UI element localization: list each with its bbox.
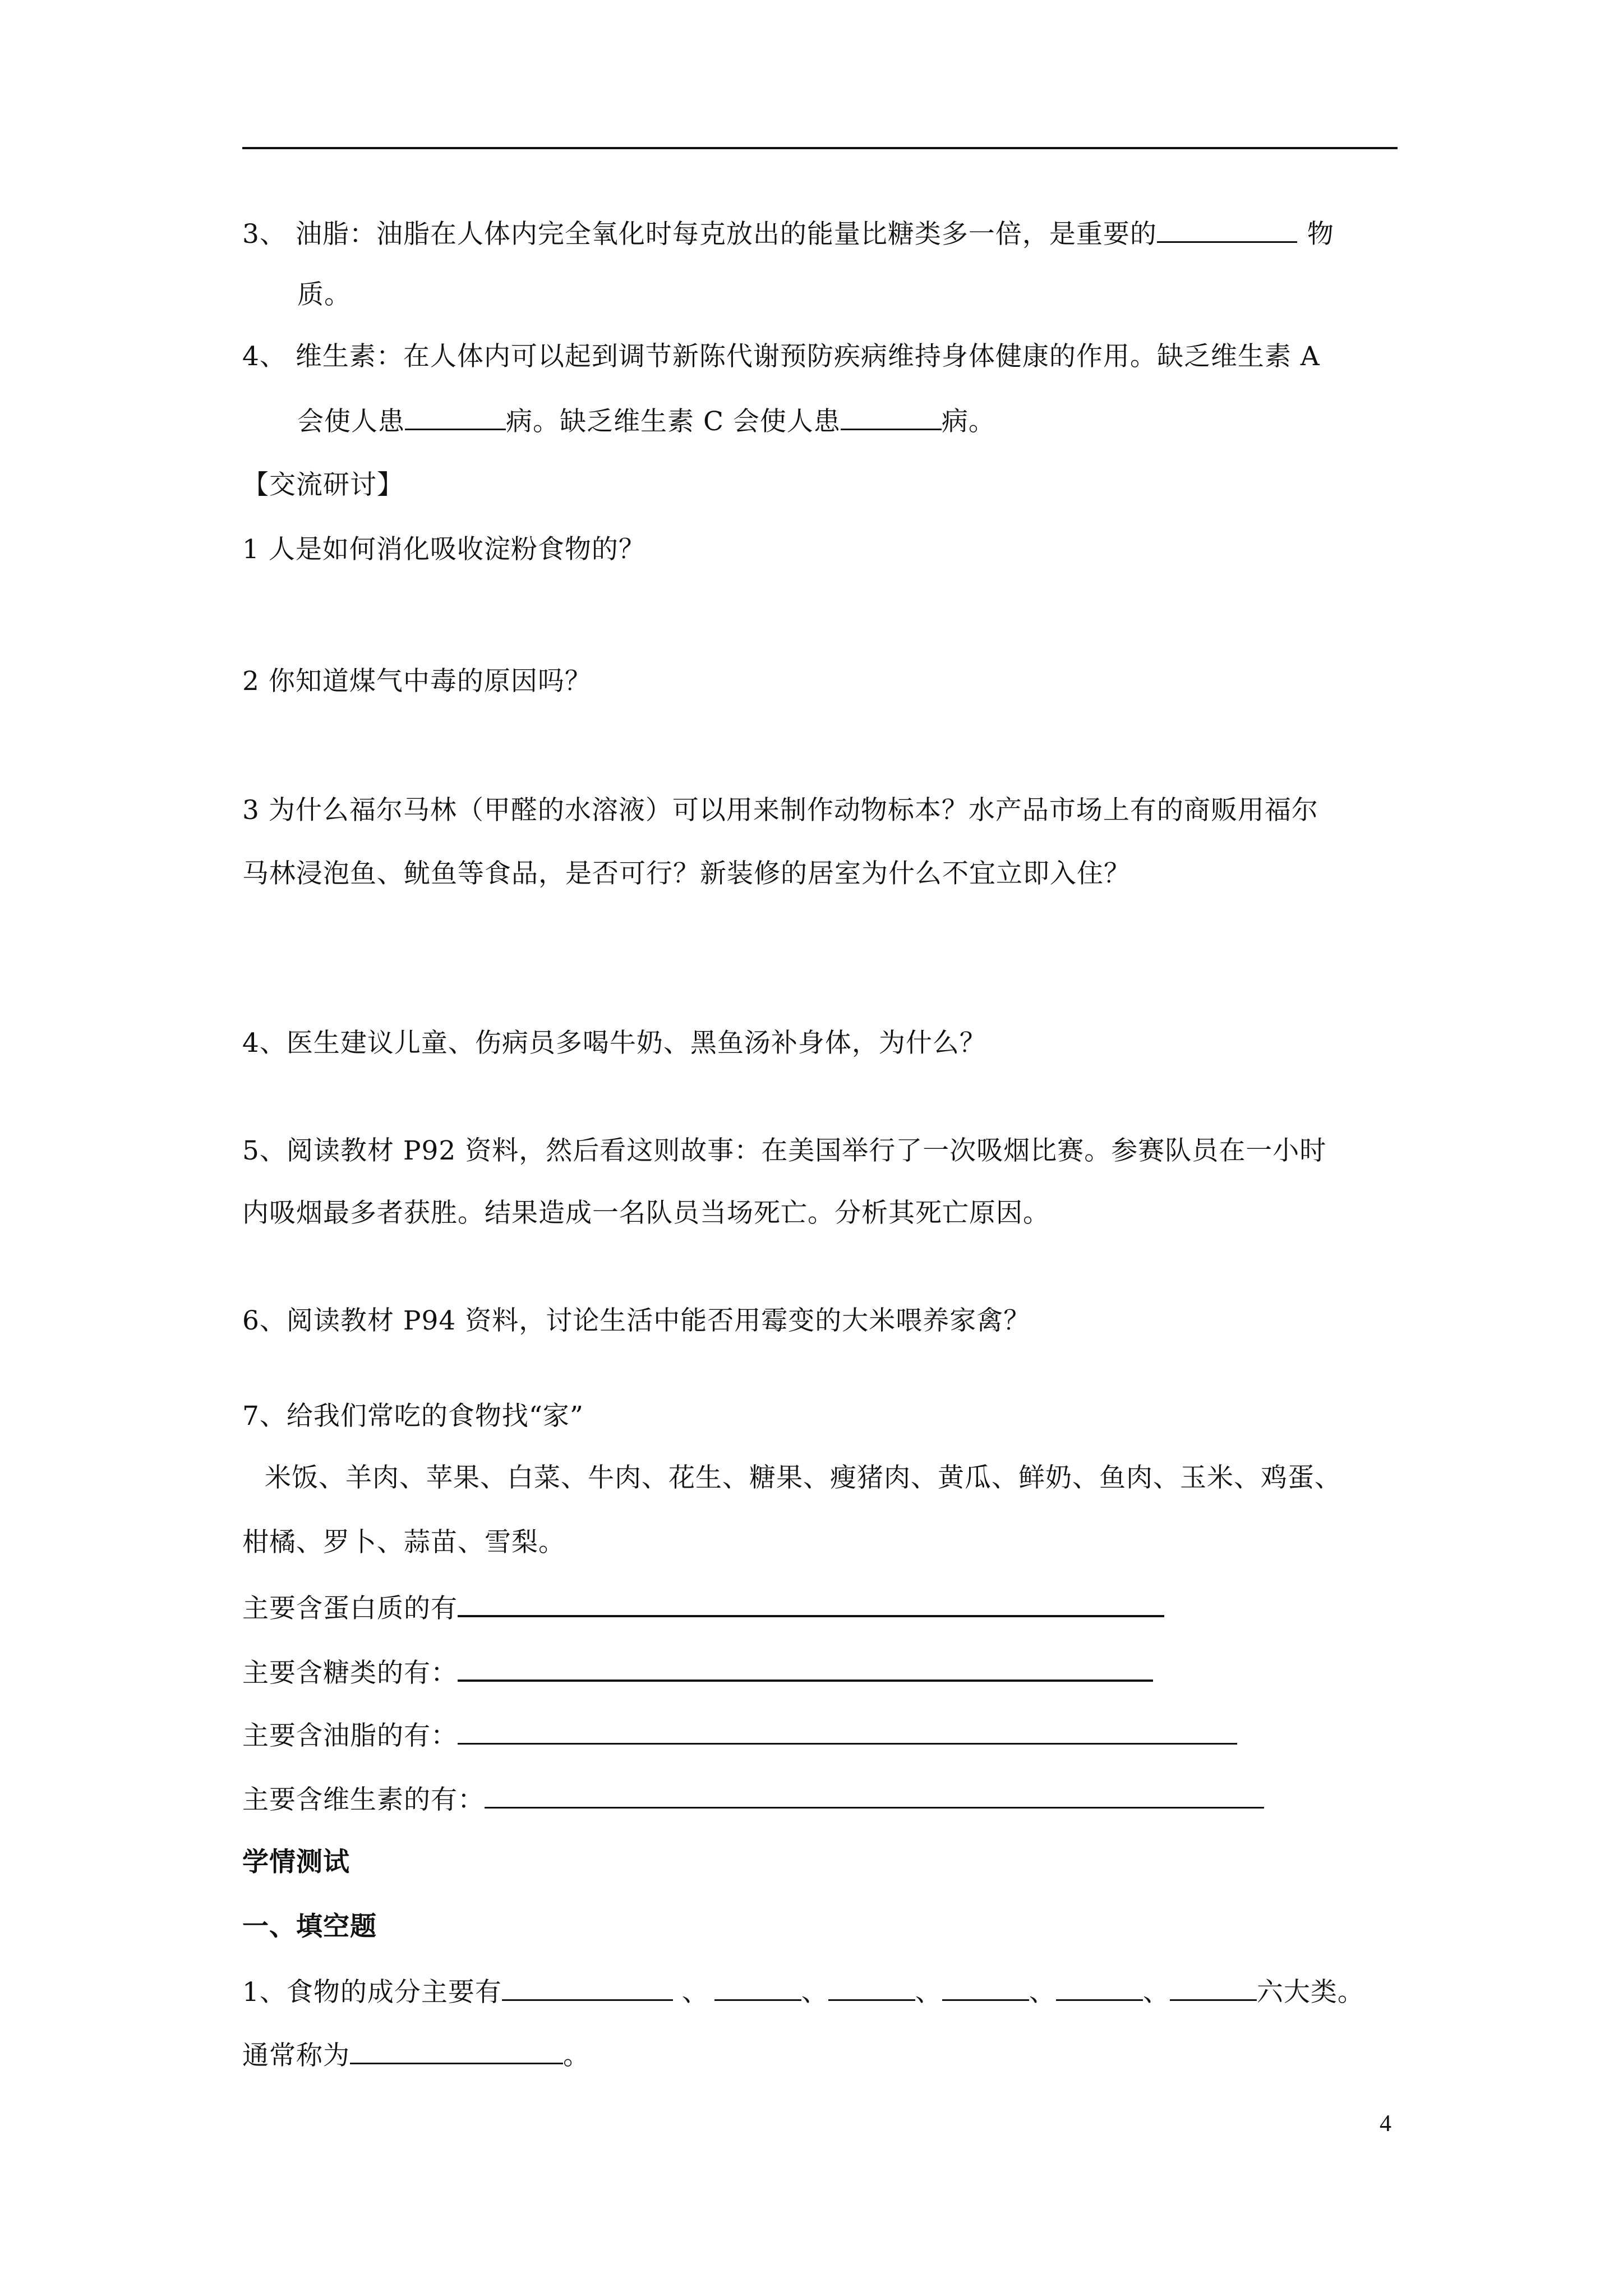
fat-label: 主要含油脂的有： — [242, 1720, 458, 1751]
item4-text-d: 病。 — [941, 406, 995, 437]
item4-line2 — [297, 404, 995, 439]
item3-line1 — [242, 217, 1334, 251]
question-4: 4、医生建议儿童、伤病员多喝牛奶、黑鱼汤补身体，为什么？ — [242, 1028, 986, 1059]
question-3-line2: 马林浸泡鱼、鱿鱼等食品，是否可行？新装修的居室为什么不宜立即入住？ — [242, 858, 1131, 889]
food-list-line1: 米饭、羊肉、苹果、白菜、牛肉、花生、糖果、瘦猪肉、黄瓜、鲜奶、鱼肉、玉米、鸡蛋、 — [265, 1462, 1341, 1493]
sugar-blank[interactable] — [458, 1655, 1153, 1682]
fill-1-end: 六大类。 — [1256, 1977, 1364, 2008]
fill-1-blank-2[interactable] — [714, 1975, 801, 2001]
question-2: 2 你知道煤气中毒的原因吗？ — [242, 666, 592, 697]
fill-1-sep-2: 、 — [801, 1977, 828, 2008]
item4-blank-c[interactable] — [841, 404, 942, 430]
protein-row — [242, 1590, 1164, 1626]
fat-blank[interactable] — [458, 1718, 1237, 1745]
fill-1-blank-1[interactable] — [502, 1975, 673, 2001]
fill-1-blank-3[interactable] — [828, 1975, 915, 2001]
fill-1-blank-7[interactable] — [350, 2038, 563, 2064]
question-1: 1 人是如何消化吸收淀粉食物的？ — [242, 534, 645, 565]
fill-1-blank-5[interactable] — [1056, 1975, 1143, 2001]
item3-tail: 物 — [1307, 219, 1334, 250]
question-6: 6、阅读教材 P94 资料，讨论生活中能否用霉变的大米喂养家禽？ — [242, 1305, 1031, 1336]
fill-1-blank-4[interactable] — [942, 1975, 1029, 2001]
fill-1-period: 。 — [563, 2040, 590, 2071]
vitamin-label: 主要含维生素的有： — [242, 1784, 485, 1815]
item3-blank[interactable] — [1157, 217, 1297, 243]
question-5-line1: 5、阅读教材 P92 资料，然后看这则故事：在美国举行了一次吸烟比赛。参赛队员在一小时 — [242, 1135, 1327, 1166]
fill-1-sep-5: 、 — [1142, 1977, 1170, 2008]
fill-1-blank-6[interactable] — [1170, 1975, 1257, 2001]
item4-text-b: 会使人患 — [297, 406, 405, 437]
item3-line2: 质。 — [297, 279, 351, 310]
fill-1-line2 — [242, 2038, 590, 2073]
protein-label: 主要含蛋白质的有 — [242, 1593, 458, 1624]
sugar-row — [242, 1655, 1153, 1690]
fill-1-second-prompt: 通常称为 — [242, 2040, 350, 2071]
discussion-heading: 【交流研讨】 — [242, 470, 404, 500]
item4-line1: 4、 维生素：在人体内可以起到调节新陈代谢预防疾病维持身体健康的作用。缺乏维生素 A — [242, 341, 1320, 372]
question-5-line2: 内吸烟最多者获胜。结果造成一名队员当场死亡。分析其死亡原因。 — [242, 1198, 1050, 1228]
question-7: 7、给我们常吃的食物找“家” — [242, 1401, 584, 1432]
header-rule — [242, 147, 1398, 149]
fill-1-prompt: 1、食物的成分主要有 — [242, 1977, 502, 2008]
protein-blank[interactable] — [458, 1590, 1164, 1617]
food-list-line2: 柑橘、罗卜、蒜苗、雪梨。 — [242, 1527, 565, 1558]
fill-1-sep-3: 、 — [915, 1977, 942, 2008]
question-3-line1: 3 为什么福尔马林（甲醛的水溶液）可以用来制作动物标本？水产品市场上有的商贩用福尔 — [242, 795, 1318, 826]
test-heading: 学情测试 — [242, 1847, 350, 1878]
item4-blank-a[interactable] — [405, 404, 506, 430]
item3-text: 3、 油脂：油脂在人体内完全氧化时每克放出的能量比糖类多一倍，是重要的 — [242, 219, 1157, 250]
fill-1-sep-4: 、 — [1029, 1977, 1056, 2008]
sugar-label: 主要含糖类的有： — [242, 1658, 458, 1688]
vitamin-row — [242, 1782, 1264, 1817]
item4-text-c: 病。缺乏维生素 C 会使人患 — [506, 406, 841, 437]
vitamin-blank[interactable] — [485, 1782, 1264, 1809]
section-1-heading: 一、填空题 — [242, 1911, 377, 1942]
fill-1-sep-1: 、 — [672, 1977, 709, 2008]
fat-row — [242, 1718, 1237, 1753]
page-number: 4 — [1380, 2111, 1391, 2137]
fill-1-line1 — [242, 1975, 1364, 2009]
